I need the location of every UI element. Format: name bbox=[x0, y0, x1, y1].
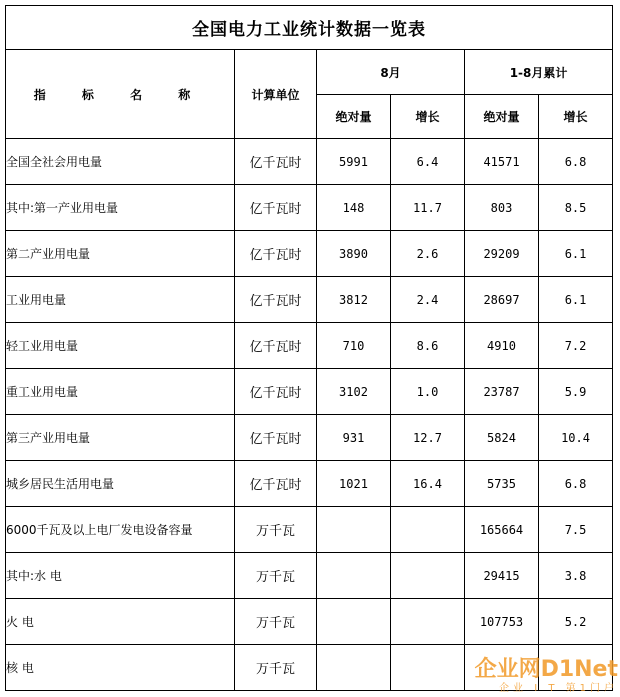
month-absolute-cell bbox=[317, 507, 391, 553]
cumulative-absolute-cell: 803 bbox=[465, 185, 539, 231]
unit-cell: 亿千瓦时 bbox=[235, 139, 317, 185]
month-growth-cell: 1.0 bbox=[391, 369, 465, 415]
table-row bbox=[6, 323, 613, 369]
table-row bbox=[6, 645, 613, 691]
indicator-name-cell: 第三产业用电量 bbox=[6, 415, 235, 461]
table-row bbox=[6, 185, 613, 231]
cumulative-absolute-cell bbox=[465, 645, 539, 691]
cumulative-growth-cell: 6.8 bbox=[539, 461, 613, 507]
cumulative-growth-cell: 5.2 bbox=[539, 599, 613, 645]
month-header: 8月 bbox=[317, 50, 465, 95]
unit-cell: 万千瓦 bbox=[235, 553, 317, 599]
table-row bbox=[6, 369, 613, 415]
month-growth-header: 增长 bbox=[391, 95, 465, 139]
month-absolute-cell: 5991 bbox=[317, 139, 391, 185]
indicator-name-cell: 轻工业用电量 bbox=[6, 323, 235, 369]
table-row bbox=[6, 415, 613, 461]
cumulative-absolute-cell: 29415 bbox=[465, 553, 539, 599]
month-growth-cell: 11.7 bbox=[391, 185, 465, 231]
month-growth-cell: 12.7 bbox=[391, 415, 465, 461]
unit-cell: 亿千瓦时 bbox=[235, 231, 317, 277]
cumulative-absolute-cell: 4910 bbox=[465, 323, 539, 369]
month-absolute-cell bbox=[317, 645, 391, 691]
indicator-header: 指 标 名 称 bbox=[6, 50, 235, 139]
indicator-name-cell: 火 电 bbox=[6, 599, 235, 645]
month-absolute-cell bbox=[317, 553, 391, 599]
cumulative-header: 1-8月累计 bbox=[465, 50, 613, 95]
month-growth-cell: 6.4 bbox=[391, 139, 465, 185]
cumulative-growth-cell: 10.4 bbox=[539, 415, 613, 461]
cumulative-growth-cell: 3.8 bbox=[539, 553, 613, 599]
unit-cell: 亿千瓦时 bbox=[235, 369, 317, 415]
cumulative-growth-cell: 8.5 bbox=[539, 185, 613, 231]
month-absolute-cell: 3890 bbox=[317, 231, 391, 277]
month-absolute-cell: 3812 bbox=[317, 277, 391, 323]
table-row bbox=[6, 231, 613, 277]
cumulative-growth-cell: 7.5 bbox=[539, 507, 613, 553]
month-growth-cell bbox=[391, 645, 465, 691]
indicator-name-cell: 其中:第一产业用电量 bbox=[6, 185, 235, 231]
header-row-1 bbox=[6, 50, 613, 95]
month-absolute-cell: 1021 bbox=[317, 461, 391, 507]
month-absolute-cell: 710 bbox=[317, 323, 391, 369]
watermark-logo: 企业网D1Net bbox=[474, 657, 618, 682]
table-row bbox=[6, 277, 613, 323]
cumulative-growth-header: 增长 bbox=[539, 95, 613, 139]
month-growth-cell: 2.4 bbox=[391, 277, 465, 323]
indicator-name-cell: 其中:水 电 bbox=[6, 553, 235, 599]
cumulative-growth-cell: 6.1 bbox=[539, 277, 613, 323]
month-growth-cell bbox=[391, 553, 465, 599]
cumulative-absolute-cell: 29209 bbox=[465, 231, 539, 277]
month-absolute-cell: 148 bbox=[317, 185, 391, 231]
table-row bbox=[6, 599, 613, 645]
unit-cell: 亿千瓦时 bbox=[235, 277, 317, 323]
unit-cell: 万千瓦 bbox=[235, 645, 317, 691]
unit-cell: 亿千瓦时 bbox=[235, 415, 317, 461]
unit-header: 计算单位 bbox=[235, 50, 317, 139]
unit-cell: 万千瓦 bbox=[235, 507, 317, 553]
indicator-name-cell: 6000千瓦及以上电厂发电设备容量 bbox=[6, 507, 235, 553]
title-row bbox=[6, 6, 613, 50]
unit-cell: 亿千瓦时 bbox=[235, 323, 317, 369]
power-statistics-table bbox=[5, 5, 613, 691]
month-growth-cell bbox=[391, 507, 465, 553]
month-growth-cell: 2.6 bbox=[391, 231, 465, 277]
cumulative-absolute-cell: 28697 bbox=[465, 277, 539, 323]
cumulative-absolute-cell: 165664 bbox=[465, 507, 539, 553]
unit-cell: 亿千瓦时 bbox=[235, 185, 317, 231]
table-title: 全国电力工业统计数据一览表 bbox=[6, 6, 613, 50]
indicator-name-cell: 第二产业用电量 bbox=[6, 231, 235, 277]
cumulative-absolute-cell: 41571 bbox=[465, 139, 539, 185]
month-growth-cell bbox=[391, 599, 465, 645]
cumulative-absolute-header: 绝对量 bbox=[465, 95, 539, 139]
indicator-name-cell: 重工业用电量 bbox=[6, 369, 235, 415]
table-row bbox=[6, 507, 613, 553]
month-absolute-cell bbox=[317, 599, 391, 645]
unit-cell: 万千瓦 bbox=[235, 599, 317, 645]
cumulative-absolute-cell: 5824 bbox=[465, 415, 539, 461]
cumulative-growth-cell bbox=[539, 645, 613, 691]
cumulative-growth-cell: 6.8 bbox=[539, 139, 613, 185]
indicator-name-cell: 全国全社会用电量 bbox=[6, 139, 235, 185]
cumulative-absolute-cell: 5735 bbox=[465, 461, 539, 507]
month-absolute-cell: 931 bbox=[317, 415, 391, 461]
unit-cell: 亿千瓦时 bbox=[235, 461, 317, 507]
indicator-name-cell: 工业用电量 bbox=[6, 277, 235, 323]
cumulative-growth-cell: 7.2 bbox=[539, 323, 613, 369]
cumulative-growth-cell: 6.1 bbox=[539, 231, 613, 277]
month-absolute-header: 绝对量 bbox=[317, 95, 391, 139]
table-row bbox=[6, 553, 613, 599]
cumulative-growth-cell: 5.9 bbox=[539, 369, 613, 415]
indicator-name-cell: 城乡居民生活用电量 bbox=[6, 461, 235, 507]
month-absolute-cell: 3102 bbox=[317, 369, 391, 415]
indicator-name-cell: 核 电 bbox=[6, 645, 235, 691]
cumulative-absolute-cell: 23787 bbox=[465, 369, 539, 415]
month-growth-cell: 8.6 bbox=[391, 323, 465, 369]
month-growth-cell: 16.4 bbox=[391, 461, 465, 507]
table-row bbox=[6, 139, 613, 185]
cumulative-absolute-cell: 107753 bbox=[465, 599, 539, 645]
table-row bbox=[6, 461, 613, 507]
watermark-tagline: 企业 I T 第1门户 bbox=[499, 683, 618, 694]
table-body bbox=[6, 139, 613, 691]
